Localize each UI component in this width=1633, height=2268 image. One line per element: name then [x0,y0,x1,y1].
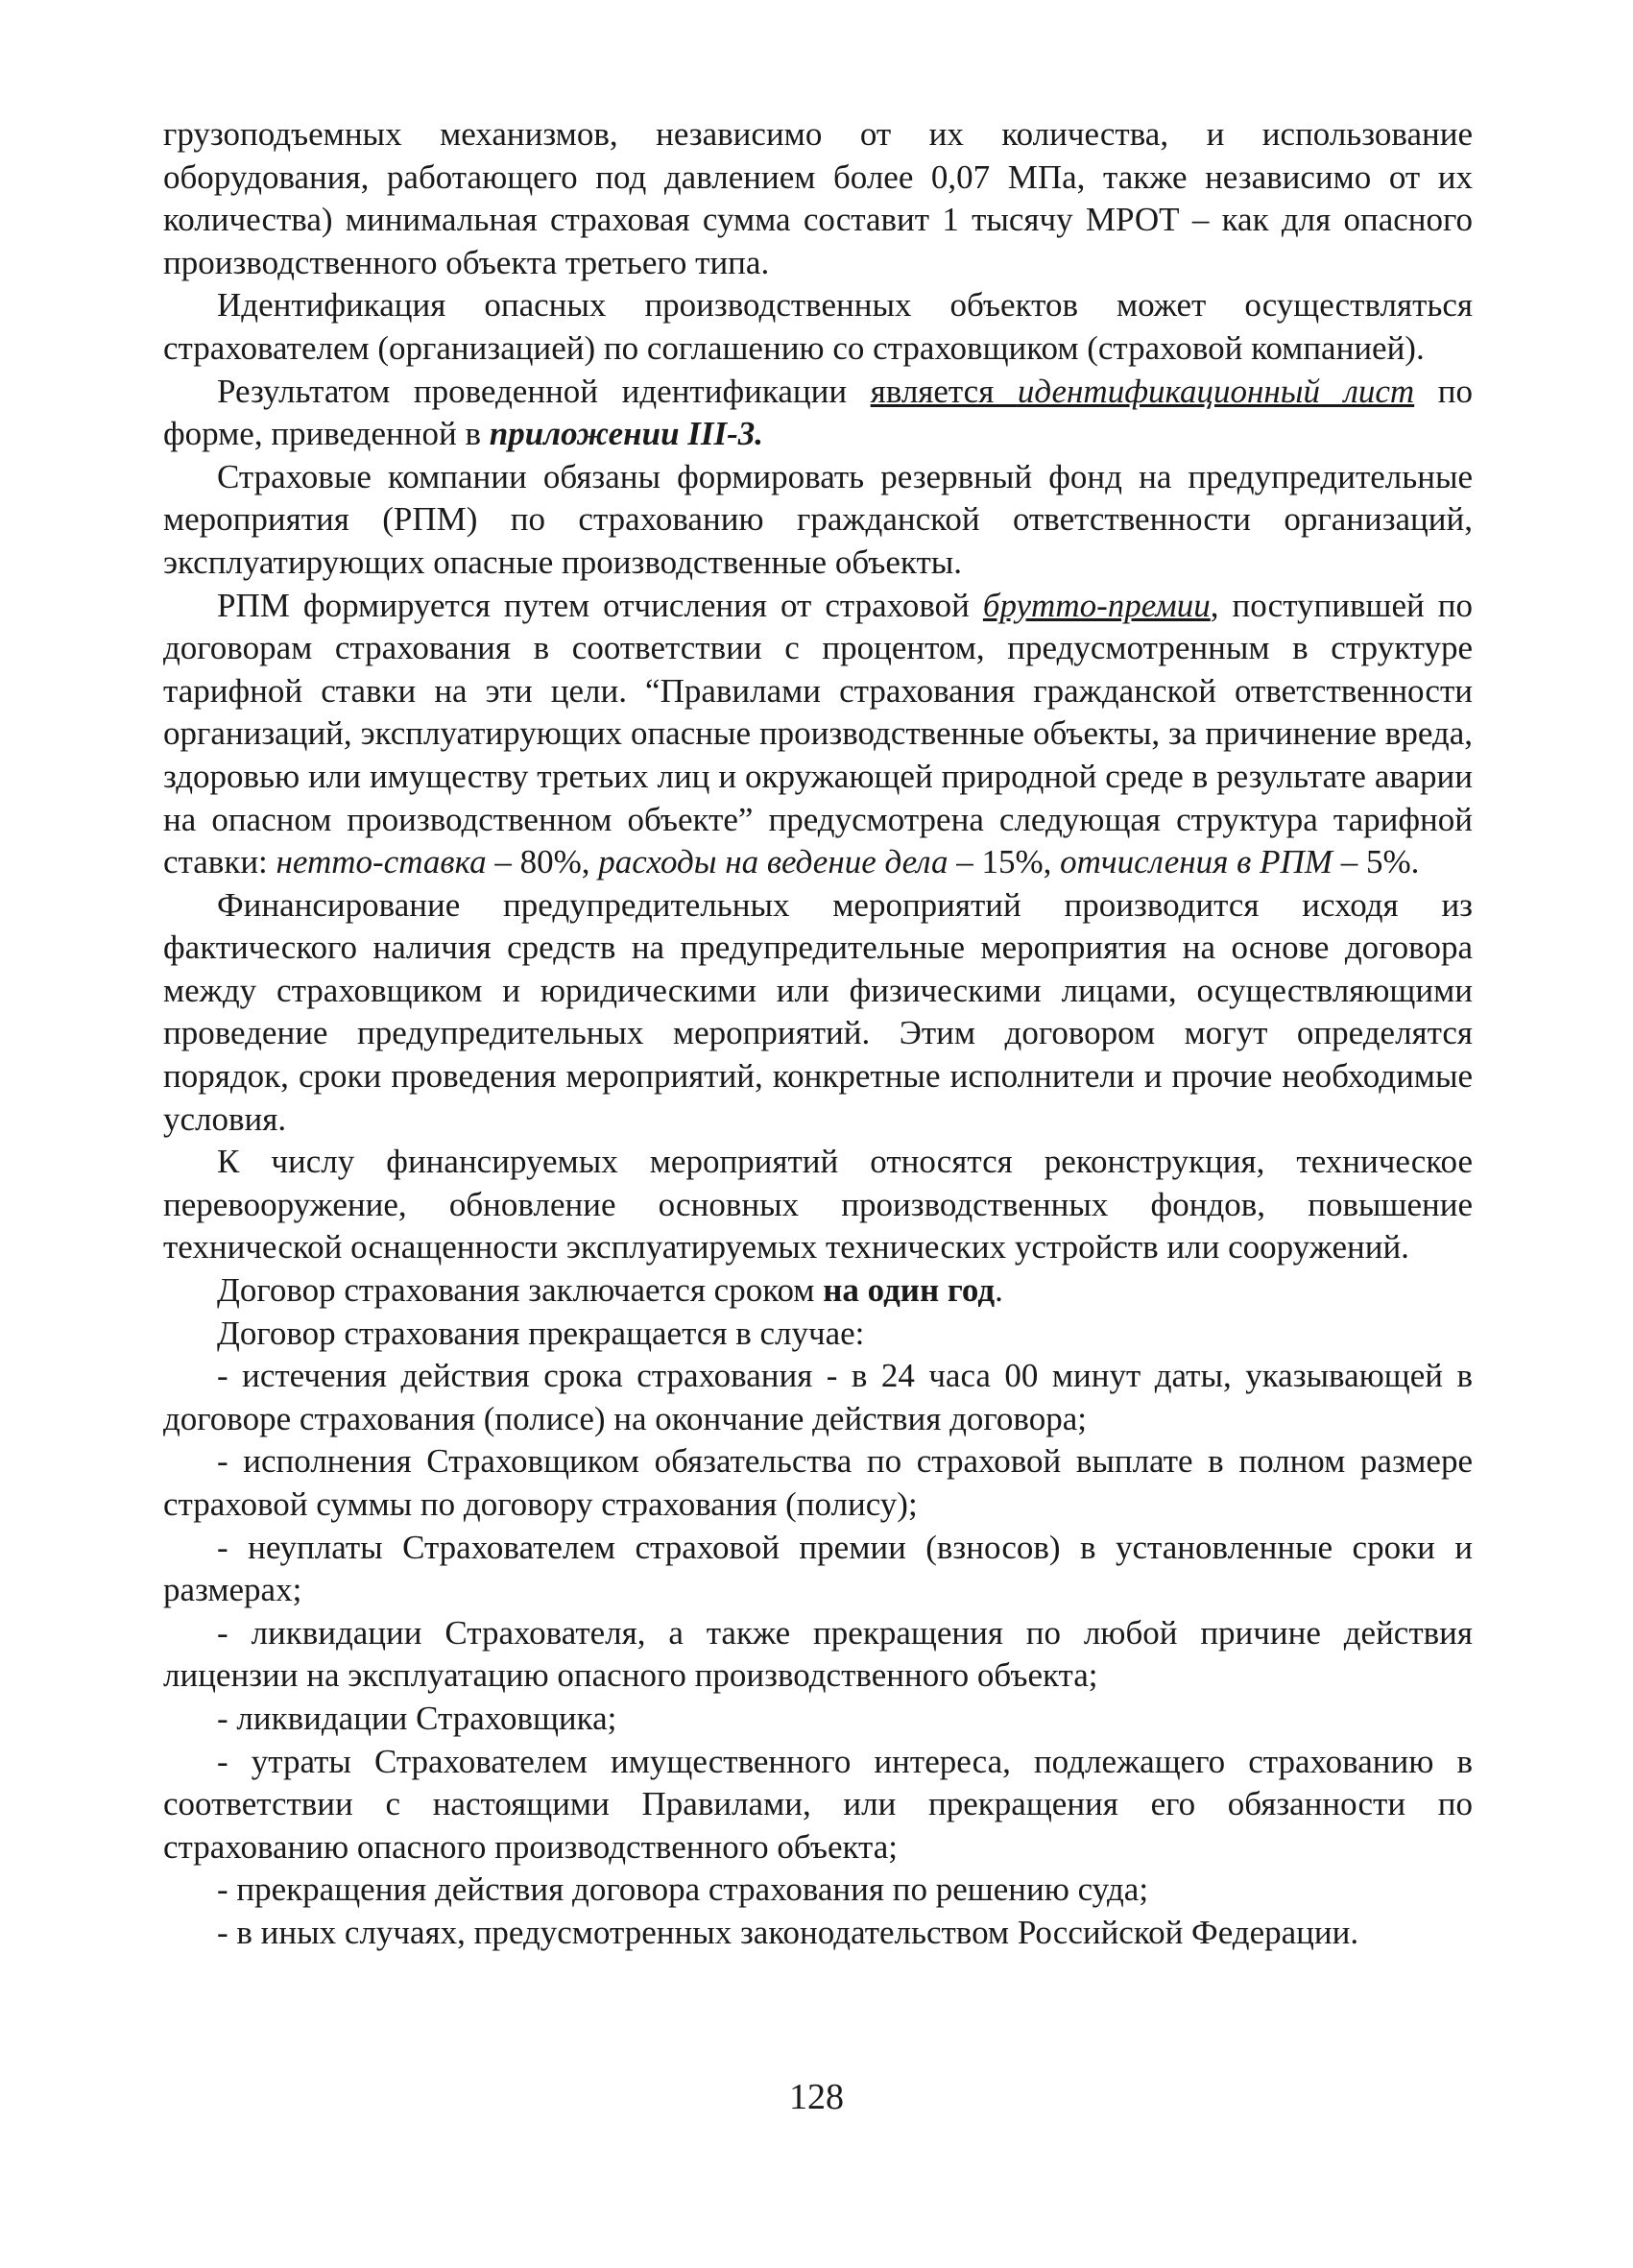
paragraph-text: по форме, приведенной в [163,372,1473,453]
paragraph-text: – 80%, [486,843,599,881]
page-number: 128 [789,2077,844,2117]
paragraph-9 [163,1313,1473,1356]
underlined-text: является [870,372,1018,410]
list-item [163,1440,1473,1526]
expenses-term: расходы на ведение дела [598,843,949,881]
paragraph-5 [163,585,1473,884]
list-item [163,1612,1473,1698]
paragraph-7 [163,1141,1473,1269]
list-item [163,1698,1473,1741]
identification-sheet-term: идентификационный лист [1017,372,1415,410]
paragraph-text: Договор страхования прекращается в случае: [217,1314,865,1352]
paragraph-text: , поступившей по договорам страхования в соответствии с процентом, предусмотренным в структуре тарифной ставки на эти цели. “Правилами страхования гражданской ответственности организаций, эксплуатирующих опасные производственные объекты, за причинение вреда, здоровью или имуществу третьих лиц и окружающей природной среде в результате аварии на опасном производственном объекте” предусмотрена следующая структура тарифной ставки: [163,586,1473,881]
paragraph-text: К числу финансируемых мероприятий относятся реконструкция, техническое перевооружение, обновление основных производственных фондов, повышение технической оснащенности эксплуатируемых технических устройств или сооружений. [163,1143,1473,1267]
list-item-text: - истечения действия срока страхования - в 24 часа 00 минут даты, указывающей в договоре страхования (полисе) на окончание действия договора; [163,1357,1473,1437]
paragraph-text: Договор страхования заключается сроком [217,1271,824,1310]
net-rate-term: нетто-ставка [276,843,487,881]
paragraph-text: – 5%. [1332,843,1420,881]
paragraph-text: Идентификация опасных производственных объектов может осуществляться страхователем (организацией) по соглашению со страховщиком (страховой компанией). [163,286,1473,367]
list-item-text: - прекращения действия договора страхования по решению суда; [217,1870,1149,1909]
paragraph-3 [163,371,1473,456]
list-item-text: - утраты Страхователем имущественного интереса, подлежащего страхованию в соответствии с настоящими Правилами, или прекращения его обязанности по страхованию опасного производственного объекта; [163,1742,1473,1866]
list-item [163,1355,1473,1440]
paragraph-text: Результатом проведенной идентификации [217,372,871,410]
appendix-reference: приложении III-3. [489,415,764,453]
paragraph-8 [163,1269,1473,1313]
list-item-text: - ликвидации Страховщика; [217,1699,617,1737]
one-year-term: на один год [823,1271,996,1310]
paragraph-text: Финансирование предупредительных мероприятий производится исходя из фактического наличия средств на предупредительные мероприятия на основе договора между страховщиком и юридическими или физическими лицами, осуществляющими проведение предупредительных мероприятий. Этим договором могут определятся порядок, сроки проведения мероприятий, конкретные исполнители и прочие необходимые условия. [163,885,1473,1138]
paragraph-4 [163,456,1473,585]
paragraph-text: РПМ формируется путем отчисления от страховой [217,586,983,624]
paragraph-text: . [995,1271,1003,1310]
list-item-text: - неуплаты Страхователем страховой премии (взносов) в установленные сроки и размерах; [163,1528,1473,1609]
paragraph-text: Страховые компании обязаны формировать резервный фонд на предупредительные мероприятия (РПМ) по страхованию гражданской ответственности организаций, эксплуатирующих опасные производственные объекты. [163,457,1473,581]
paragraph-text: грузоподъемных механизмов, независимо от их количества, и использование оборудования, работающего под давлением более 0,07 МПа, также независимо от их количества) минимальная страховая сумма составит 1 тысячу МРОТ – как для опасного производственного объекта третьего типа. [163,115,1473,281]
rpm-deductions-term: отчисления в РПМ [1060,843,1333,881]
list-item [163,1527,1473,1612]
list-item-text: - ликвидации Страхователя, а также прекращения по любой причине действия лицензии на эксплуатацию опасного производственного объекта; [163,1613,1473,1695]
list-item-text: - исполнения Страховщиком обязательства по страховой выплате в полном размере страховой суммы по договору страхования (полису); [163,1442,1473,1523]
paragraph-6 [163,884,1473,1142]
gross-premium-term: брутто-премии [982,586,1211,624]
list-item [163,1912,1473,1955]
paragraph-2 [163,284,1473,370]
paragraph-1 [163,113,1473,284]
paragraph-text: – 15%, [948,843,1061,881]
list-item [163,1869,1473,1912]
list-item [163,1741,1473,1870]
page-body [163,113,1473,1955]
list-item-text: - в иных случаях, предусмотренных законодательством Российской Федерации. [217,1913,1359,1951]
